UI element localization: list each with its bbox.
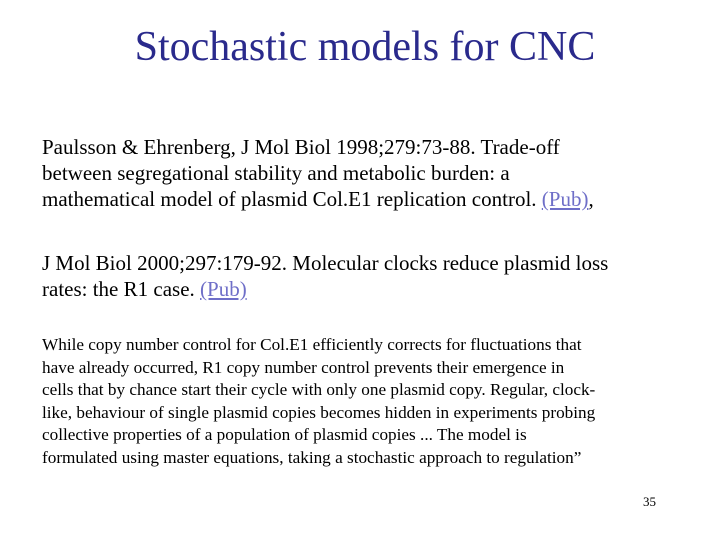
quote-line: have already occurred, R1 copy number control prevents their emergence in: [42, 357, 565, 377]
reference-line-text: rates: the R1 case.: [42, 277, 201, 301]
quote-line: cells that by chance start their cycle with only one plasmid copy. Regular, clock-: [42, 380, 596, 400]
quote-line: formulated using master equations, taking a stochastic approach to regulation”: [42, 447, 582, 467]
slide-title: Stochastic models for CNC: [134, 24, 596, 70]
reference-line: [42, 276, 702, 302]
reference-trailing-comma: ,: [588, 187, 594, 211]
reference-jmb-2000: [42, 250, 702, 302]
quote-line: collective properties of a population of plasmid copies ... The model is: [42, 425, 527, 445]
quote-line: like, behaviour of single plasmid copies becomes hidden in experiments probing: [42, 402, 596, 422]
reference-line: [42, 186, 702, 212]
reference-line: between segregational stability and metabolic burden: a: [42, 161, 510, 185]
quote-paragraph: [42, 334, 702, 470]
page-number: 35: [643, 494, 656, 509]
reference-line-text: mathematical model of plasmid Col.E1 replication control.: [42, 187, 542, 211]
reference-line: J Mol Biol 2000;297:179-92. Molecular clocks reduce plasmid loss: [42, 251, 609, 275]
pub-link-1998[interactable]: (Pub): [541, 187, 589, 211]
pub-link-2000[interactable]: (Pub): [200, 277, 247, 301]
quote-line: While copy number control for Col.E1 efficiently corrects for fluctuations that: [42, 335, 582, 354]
reference-paulsson-1998: [42, 134, 702, 212]
reference-line: Paulsson & Ehrenberg, J Mol Biol 1998;279:73-88. Trade-off: [42, 135, 560, 159]
